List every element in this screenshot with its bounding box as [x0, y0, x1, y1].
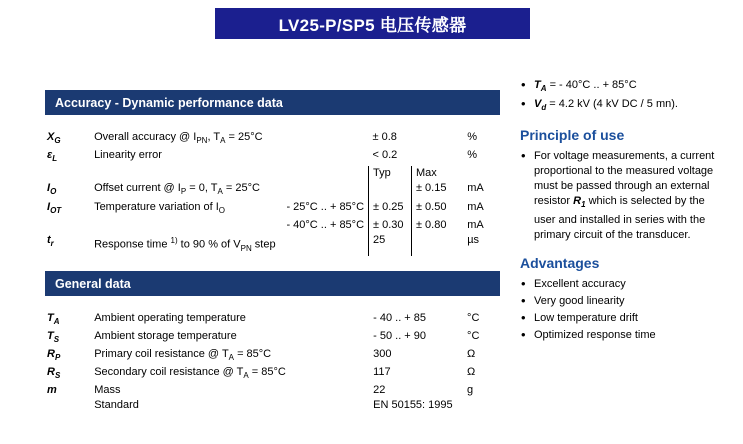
- row-typ: ± 0.25: [369, 200, 412, 218]
- symbol-main: T: [534, 79, 541, 91]
- page-title: LV25-P/SP5 电压传感器: [278, 16, 467, 35]
- row-value: - 40 .. + 85: [373, 311, 427, 324]
- symbol-main: V: [534, 98, 542, 111]
- row-typ: 25: [369, 233, 412, 256]
- row-unit: Ω: [467, 347, 476, 360]
- table-row: [45, 329, 500, 347]
- accuracy-table: [45, 115, 500, 271]
- row-description: Secondary coil resistance @ $T_A = 85^\circ C$: [94, 366, 286, 381]
- row-unit: g: [467, 384, 474, 397]
- table-row: [45, 200, 500, 218]
- list-item: • Low temperature drift: [520, 311, 725, 326]
- spacer-row: [45, 256, 500, 271]
- symbol-main: R: [47, 366, 55, 379]
- row-unit: mA: [467, 218, 484, 231]
- col-header-max: Max: [411, 166, 459, 181]
- row-description: Ambient storage temperature: [94, 329, 237, 342]
- row-value: 22: [373, 384, 386, 397]
- symbol-sub: P: [54, 353, 61, 363]
- row-unit: mA: [467, 200, 484, 213]
- row-unit: °C: [467, 311, 480, 324]
- table-row: [45, 347, 500, 365]
- row-condition: - 25°C .. + 85°C: [286, 200, 365, 213]
- advantages-list: [520, 277, 725, 343]
- row-value: 300: [373, 347, 392, 360]
- list-item: • $V_d = 4.2$ kV (4 kV DC / 5 mn).: [520, 97, 725, 115]
- row-value: - 50 .. + 90: [373, 329, 427, 342]
- symbol-sub: O: [50, 187, 57, 197]
- row-symbol: [45, 347, 90, 365]
- list-item: • Very good linearity: [520, 294, 725, 309]
- row-description: Linearity error: [94, 149, 162, 162]
- spacer-row: [45, 296, 500, 311]
- row-description: Response time $^{1)}$ to 90 % of $V_{PN}$ step: [94, 235, 276, 253]
- row-description: Overall accuracy @ $I_{PN}$, $T_A = 25^\circ C$: [94, 131, 263, 146]
- list-item: • $T_A$ = - 40°C .. + 85°C: [520, 78, 725, 96]
- table-row: [45, 148, 500, 166]
- specs-column: [45, 90, 500, 413]
- table-row: [45, 311, 500, 329]
- table-row: [45, 130, 500, 148]
- row-description: Ambient operating temperature: [94, 311, 246, 324]
- row-symbol: [45, 130, 90, 148]
- symbol-sub: d: [541, 103, 547, 113]
- row-unit: °C: [467, 329, 480, 342]
- notes-column: [520, 78, 725, 345]
- row-unit: [459, 398, 500, 413]
- table-row: [45, 365, 500, 383]
- symbol-main: R: [47, 347, 55, 360]
- row-symbol: [45, 233, 90, 256]
- symbol-sub: G: [54, 136, 61, 146]
- section-header-accuracy: Accuracy - Dynamic performance data: [45, 90, 500, 115]
- row-description: [90, 218, 368, 233]
- row-value: 117: [373, 366, 391, 379]
- row-typ: ± 0.30: [369, 218, 412, 233]
- row-description: Offset current @ $I_P = 0$, $T_A = 25^\circ C$: [94, 182, 260, 197]
- list-item: • Excellent accuracy: [520, 277, 725, 292]
- row-description: Temperature variation of $I_O$ - 25°C .. + 85°C: [94, 200, 365, 215]
- page-title-banner: [215, 8, 530, 39]
- spacer-row: [45, 115, 500, 130]
- table-subheader-row: [45, 166, 500, 181]
- row-typ: ± 0.8: [372, 131, 397, 143]
- col-header-typ: Typ: [369, 166, 412, 181]
- symbol-sub: OT: [50, 205, 62, 215]
- row-typ: [369, 181, 412, 199]
- symbol-sub: A: [53, 316, 60, 326]
- row-symbol: [45, 365, 90, 383]
- heading-principle-of-use: Principle of use: [520, 127, 625, 144]
- row-condition: - 40°C .. + 85°C: [286, 218, 365, 231]
- symbol-main: m: [47, 384, 57, 397]
- row-symbol: [45, 329, 90, 347]
- symbol-main: T: [47, 311, 54, 324]
- symbol-main: I: [47, 182, 51, 195]
- row-symbol: [45, 148, 90, 166]
- row-symbol: [45, 383, 90, 398]
- table-row: [45, 181, 500, 199]
- heading-advantages: Advantages: [520, 254, 600, 271]
- row-value: EN 50155: 1995: [373, 399, 453, 412]
- table-row: [45, 383, 500, 398]
- row-unit: %: [467, 131, 477, 143]
- row-max: [411, 233, 459, 256]
- principle-of-use-text: • For voltage measurements, a current proportional to the measured voltage must be passed through an external resistor $R_1$ which is selected by the user and installed in series with the primary circuit of the transducer.: [520, 149, 725, 242]
- row-unit: mA: [467, 182, 484, 195]
- symbol-sub: S: [53, 334, 60, 344]
- row-max: ± 0.50: [411, 200, 459, 218]
- symbol-main: ε: [47, 149, 53, 162]
- row-unit: µs: [467, 233, 480, 246]
- table-row: [45, 218, 500, 233]
- list-item: • Optimized response time: [520, 328, 725, 343]
- general-table: [45, 296, 500, 414]
- symbol-main: X: [47, 131, 55, 143]
- row-max: ± 0.80: [411, 218, 459, 233]
- row-symbol: [45, 200, 90, 218]
- row-symbol: [45, 181, 90, 199]
- row-description: Primary coil resistance @ $T_A = 85^\circ C$: [94, 347, 272, 363]
- symbol-sub: r: [50, 238, 54, 248]
- row-max: [411, 148, 459, 166]
- table-row: [45, 398, 500, 413]
- row-unit: Ω: [467, 366, 476, 379]
- row-description: Mass: [94, 384, 121, 397]
- symbol-main: I: [47, 200, 51, 213]
- row-max: [411, 130, 459, 148]
- row-unit: %: [467, 149, 477, 162]
- row-description: Standard: [94, 399, 139, 412]
- row-symbol: [45, 311, 90, 329]
- symbol-sub: S: [54, 371, 61, 381]
- table-row: [45, 233, 500, 256]
- symbol-main: T: [47, 329, 54, 342]
- top-bullet-list: [520, 78, 725, 115]
- section-header-general: General data: [45, 271, 500, 296]
- symbol-main: t: [47, 233, 51, 246]
- symbol-sub: A: [540, 84, 547, 94]
- row-typ: < 0.2: [372, 149, 398, 162]
- symbol-sub: L: [52, 154, 58, 164]
- row-max: ± 0.15: [411, 181, 459, 199]
